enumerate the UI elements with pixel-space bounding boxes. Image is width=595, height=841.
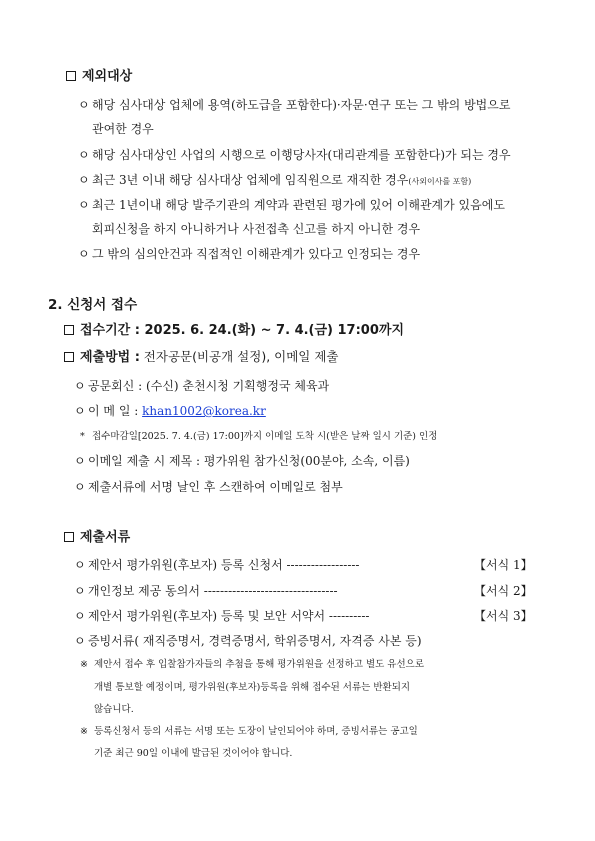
circle-bullet-icon: ㅇ [78, 98, 90, 112]
exclusion-item-2 [78, 147, 511, 163]
documents-note-2 [80, 724, 418, 740]
circle-bullet-icon: ㅇ [74, 480, 86, 494]
documents-note-1-line-1: 제안서 접수 후 입찰참가자들의 추첨을 통해 평가위원을 선정하고 별도 유선으로 [94, 659, 425, 670]
exclusion-item-1-line-2: 관여한 경우 [92, 122, 154, 136]
form-2-label: 【서식 2】 [474, 584, 533, 598]
documents-note-2-line-2: 기준 최근 90일 이내에 발급된 것이어야 합니다. [94, 748, 293, 759]
document-item-4 [74, 633, 422, 649]
exclusion-item-1 [78, 97, 510, 113]
reference-mark-icon: ※ [80, 726, 88, 737]
circle-bullet-icon: ㅇ [78, 173, 90, 187]
method-value: 전자공문(비공개 설정), 이메일 제출 [143, 349, 339, 364]
exclusion-item-1-cont [92, 121, 154, 137]
attach-item [74, 479, 343, 495]
email-label: 이 메 일 : [88, 404, 143, 418]
checkbox-square-icon [64, 352, 74, 362]
documents-note-1-line-3: 않습니다. [94, 704, 134, 715]
exclusion-item-2-text: 해당 심사대상인 사업의 시행으로 이행당사자(대리관계를 포함한다)가 되는 경우 [92, 148, 511, 162]
checkbox-square-icon [64, 325, 74, 335]
exclusion-item-1-line-1: 해당 심사대상 업체에 용역(하도급을 포함한다)·자문·연구 또는 그 밖의 방법으로 [92, 98, 511, 112]
email-subject-item [74, 453, 410, 469]
deadline-note-text: 접수마감일[2025. 7. 4.(금) 17:00]까지 이메일 도착 시(받은 날짜 일시 기준) 인정 [92, 431, 438, 442]
exclusion-item-3 [78, 172, 471, 190]
circle-bullet-icon: ㅇ [78, 148, 90, 162]
email-item [74, 403, 266, 419]
receive-text: 공문회신 : (수신) 춘천시청 기획행정국 체육과 [88, 379, 330, 393]
document-item-4-text: 증빙서류( 재직증명서, 경력증명서, 학위증명서, 자격증 사본 등) [88, 634, 422, 648]
period-heading [64, 323, 404, 339]
section-2-title: 2. 신청서 접수 [48, 297, 138, 313]
exclusion-item-3-note: (사외이사를 포함) [408, 177, 472, 186]
circle-bullet-icon: ㅇ [74, 609, 86, 623]
email-link[interactable]: khan1002@korea.kr [142, 404, 266, 418]
exclusion-item-4-line-1: 최근 1년이내 해당 발주기관의 계약과 관련된 평가에 있어 이해관계가 있음에도 [92, 198, 505, 212]
document-item-2-text: 개인정보 제공 동의서 --------------------------------- [88, 584, 338, 598]
document-item-1-text: 제안서 평가위원(후보자) 등록 신청서 ------------------ [88, 558, 360, 572]
period-label: 접수기간 : 2025. 6. 24.(화) ~ 7. 4.(금) 17:00까지 [80, 323, 405, 338]
method-heading [64, 349, 339, 366]
document-item-1 [74, 557, 360, 573]
documents-title: 제출서류 [80, 530, 131, 545]
circle-bullet-icon: ㅇ [74, 454, 86, 468]
exclusion-item-5-text: 그 밖의 심의안건과 직접적인 이해관계가 있다고 인정되는 경우 [92, 247, 421, 261]
asterisk-icon: * [80, 431, 85, 442]
document-item-3 [74, 608, 369, 624]
method-label: 제출방법 : [80, 350, 140, 365]
attach-text: 제출서류에 서명 날인 후 스캔하여 이메일로 첨부 [88, 480, 343, 494]
receive-item [74, 378, 329, 394]
exclusion-title: 제외대상 [82, 69, 133, 84]
form-1-label: 【서식 1】 [474, 558, 533, 572]
exclusion-item-5 [78, 246, 420, 262]
document-item-2 [74, 583, 338, 599]
circle-bullet-icon: ㅇ [78, 198, 90, 212]
checkbox-square-icon [66, 71, 76, 81]
email-subject-text: 이메일 제출 시 제목 : 평가위원 참가신청(00분야, 소속, 이름) [88, 454, 410, 468]
checkbox-square-icon [64, 532, 74, 542]
documents-heading [64, 530, 130, 546]
exclusion-item-3-text: 최근 3년 이내 해당 심사대상 업체에 임직원으로 재직한 경우 [92, 173, 409, 187]
exclusion-item-4 [78, 197, 505, 213]
exclusion-heading [66, 69, 132, 85]
form-3-label: 【서식 3】 [474, 609, 533, 623]
circle-bullet-icon: ㅇ [74, 634, 86, 648]
deadline-note [80, 429, 437, 445]
exclusion-item-4-cont [92, 221, 420, 237]
circle-bullet-icon: ㅇ [74, 584, 86, 598]
reference-mark-icon: ※ [80, 659, 88, 670]
documents-note-2-line-1: 등록신청서 등의 서류는 서명 또는 도장이 날인되어야 하며, 증빙서류는 공고일 [94, 726, 418, 737]
circle-bullet-icon: ㅇ [74, 379, 86, 393]
documents-note-1 [80, 657, 424, 673]
circle-bullet-icon: ㅇ [74, 558, 86, 572]
documents-note-1-line-2: 개별 통보할 예정이며, 평가위원(후보자)등록을 위해 접수된 서류는 반환되지 [94, 682, 411, 693]
circle-bullet-icon: ㅇ [78, 247, 90, 261]
document-item-3-text: 제안서 평가위원(후보자) 등록 및 보안 서약서 ---------- [88, 609, 370, 623]
exclusion-item-4-line-2: 회피신청을 하지 아니하거나 사전접촉 신고를 하지 아니한 경우 [92, 222, 421, 236]
circle-bullet-icon: ㅇ [74, 404, 86, 418]
